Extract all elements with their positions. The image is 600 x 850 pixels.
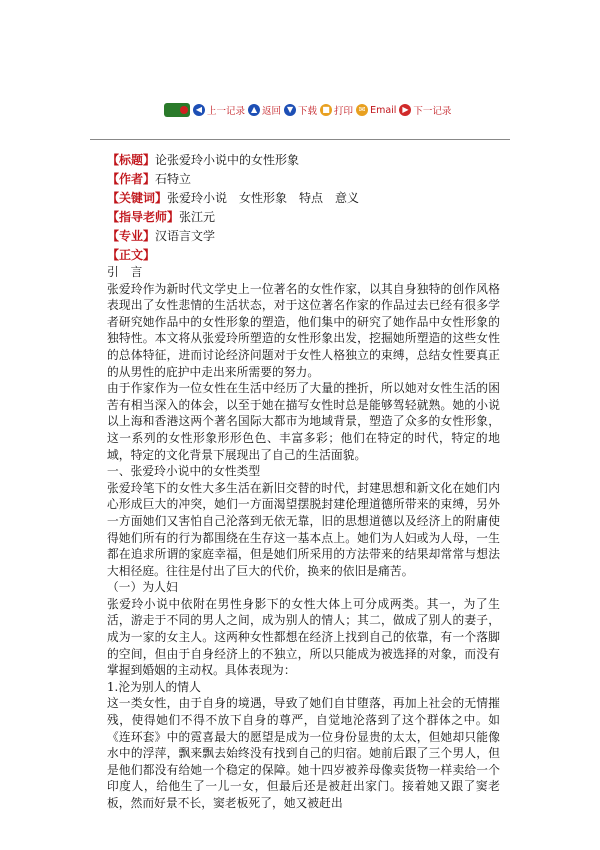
email-label: Email — [370, 104, 397, 116]
back-label: 返回 — [262, 106, 282, 117]
record-toolbar — [164, 101, 451, 119]
section-heading-1: 一、张爱玲小说中的女性类型 — [107, 464, 261, 479]
mail-icon: ✉ — [356, 104, 368, 116]
keywords-value: 张爱玲小说 女性形象 特点 意义 — [167, 191, 360, 205]
paragraph-1: 张爱玲作为新时代文学史上一位著名的女性作家，以其自身独特的创作风格表现出了女性悲情的生活状态，对于这位著名作家的作品过去已经有很多学者研究她作品中的女性形象的塑造，他们集中的研究了她作品中女性形象的独特性。本文将从张爱玲所塑造的女性形象出发，挖掘她所塑造的这些女性的总体特征，进而讨论经济问题对于女性人格独立的束缚，总结女性要真正的从男性的庇护中走出来所需要的努力。 — [107, 281, 500, 379]
email-button[interactable] — [356, 104, 396, 116]
author-value: 石特立 — [155, 172, 192, 186]
major-label: 【专业】 — [107, 229, 156, 243]
keywords-label: 【关键词】 — [107, 191, 168, 205]
download-button[interactable] — [284, 103, 317, 117]
print-button[interactable] — [320, 103, 353, 117]
meta-body-label — [107, 246, 155, 264]
subsection-heading-1: （一）为人妇 — [107, 580, 178, 595]
arrow-right-icon: ▶ — [399, 104, 411, 116]
back-button[interactable] — [248, 103, 281, 117]
print-label: 打印 — [334, 106, 354, 117]
paragraph-4: 张爱玲小说中依附在男性身影下的女性大体上可分成两类。其一，为了生活，游走于不同的男人之间，成为别人的情人；其二，做成了别人的妻子，成为一家的女主人。这两种女性都想在经济上找到自己的依靠，有一个落脚的空间，但由于自身经济上的不独立，所以只能成为被选择的对象，而没有掌握到婚姻的主动权。具体表现为： — [107, 596, 500, 678]
arrow-down-icon: ▼ — [284, 104, 296, 116]
paragraph-2: 由于作家作为一位女性在生活中经历了大量的挫折，所以她对女性生活的困苦有相当深入的体会，以至于她在描写女性时总是能够驾轻就熟。她的小说以上海和香港这两个著名国际大都市为地域背景，塑造了众多的女性形象，这一系列的女性形象形形色色、丰富多彩；他们在特定的时代，特定的地域，特定的文化背景下展现出了自己的生活面貌。 — [107, 381, 500, 462]
major-value: 汉语言文学 — [155, 229, 216, 243]
subsection-heading-2: 1.沦为别人的情人 — [107, 679, 201, 694]
paragraph-3: 张爱玲笔下的女性大多生活在新旧交替的时代，封建思想和新文化在她们内心形成巨大的冲突，她们一方面渴望摆脱封建伦理道德所带来的束缚，另外一方面她们又害怕自己沦落到无依无靠，旧的思想道德以及经济上的附庸使得她们所有的行为都围绕在生存这一基本点上。她们为人妇或为人母，一生都在追求所谓的家庭幸福，但是她们所采用的方法带来的结果却常常与想法大相径庭。往往是付出了巨大的代价，换来的依旧是痛苦。 — [107, 480, 500, 578]
paragraph-5: 这一类女性，由于自身的境遇，导致了她们自甘堕落，再加上社会的无情摧残，使得她们不得不放下自身的尊严，自觉地沦落到了这个群体之中。如《连环套》中的霓喜最大的愿望是成为一位身份显贵的太太，但她却只能像水中的浮萍，飘来飘去始终没有找到自己的归宿。她前后跟了三个男人，但是他们都没有给她一个稳定的保障。她十四岁被养母像卖货物一样卖给一个印度人，给他生了一儿一女，但最后还是被赶出家门。接着她又跟了窦老板，然而好景不长，窦老板死了，她又被赶出 — [107, 696, 500, 810]
next-record-button[interactable] — [399, 103, 451, 117]
title-value: 论张爱玲小说中的女性形象 — [155, 153, 300, 167]
prev-record-label: 上一记录 — [207, 106, 246, 117]
printer-icon: ■ — [320, 104, 332, 116]
body-label: 【正文】 — [107, 248, 156, 262]
arrow-up-icon: ▲ — [248, 104, 260, 116]
article-body — [107, 264, 500, 812]
author-label: 【作者】 — [107, 172, 156, 186]
next-record-label: 下一记录 — [413, 106, 452, 117]
site-logo-icon — [164, 103, 190, 117]
arrow-left-icon: ◀ — [193, 104, 205, 116]
divider — [90, 139, 510, 140]
meta-keywords — [107, 189, 359, 207]
meta-major — [107, 227, 215, 245]
title-label: 【标题】 — [107, 153, 156, 167]
advisor-value: 张江元 — [179, 210, 216, 224]
meta-author — [107, 170, 191, 188]
download-label: 下载 — [298, 106, 318, 117]
advisor-label: 【指导老师】 — [107, 210, 180, 224]
meta-title — [107, 151, 299, 169]
intro-heading: 引 言 — [107, 265, 143, 279]
prev-record-button[interactable] — [193, 103, 245, 117]
meta-advisor — [107, 208, 215, 226]
